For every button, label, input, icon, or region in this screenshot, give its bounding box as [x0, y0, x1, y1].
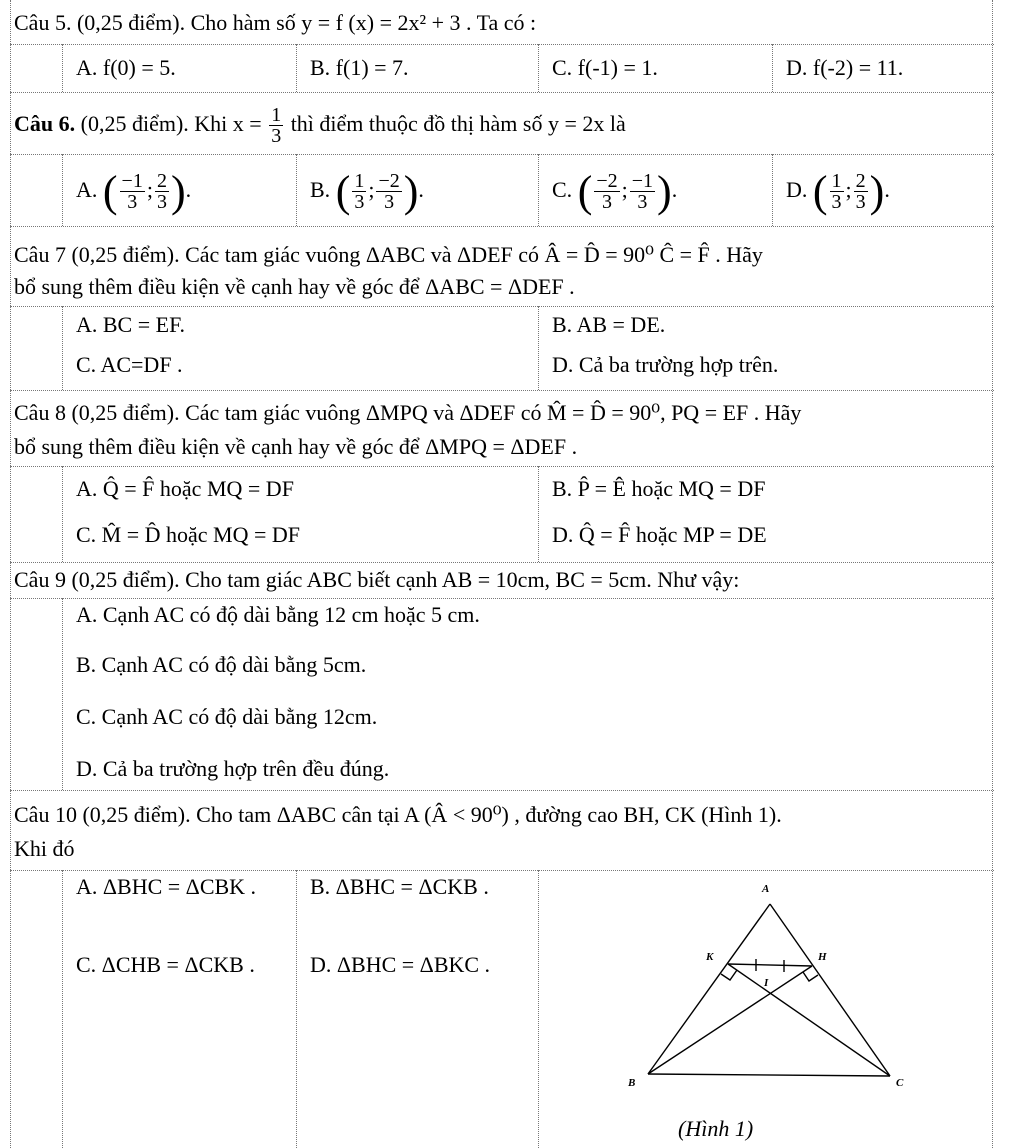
label-a: A [762, 883, 770, 895]
q10-stem-line2: Khi đó [14, 836, 75, 861]
q6-c-n1: −2 [596, 170, 618, 193]
q9-option-a[interactable]: A. Cạnh AC có độ dài bằng 12 cm hoặc 5 cm. [76, 602, 480, 627]
q6-b-n2: −2 [378, 170, 400, 193]
q7-option-b[interactable]: B. AB = DE. [552, 312, 666, 337]
label-b: B [628, 1077, 636, 1089]
q10-option-a[interactable]: A. ΔBHC = ΔCBK . [76, 874, 257, 899]
q6-frac-num: 1 [271, 104, 282, 127]
q5-option-b[interactable]: B. f(1) = 7. [310, 55, 409, 80]
q6-c-d2: 3 [637, 191, 648, 214]
q6-option-d[interactable]: D. ( $\frac{1}{3}$ ; $\frac{2}{3}$ ). [786, 166, 890, 216]
q7-stem-line1: Câu 7 (0,25 điểm). Các tam giác vuông ΔABC và ΔDEF có Â = D̂ = 90⁰ Ĉ = F̂ . Hãy [14, 242, 763, 267]
side-bc [648, 1074, 890, 1076]
triangle-figure [610, 874, 930, 1144]
q6-d-d2: 3 [855, 191, 866, 214]
q8-option-b[interactable]: B. P̂ = Ê hoặc MQ = DF [552, 476, 766, 501]
q6-option-b[interactable]: B. ( $\frac{1}{3}$ ; $\frac{-2}{3}$ ). [310, 166, 424, 216]
label-i: I [764, 977, 769, 989]
q10-option-d[interactable]: D. ΔBHC = ΔBKC . [310, 952, 491, 977]
q6-text1: (0,25 điểm). Khi x = [80, 111, 262, 136]
q6-b-d2: 3 [384, 191, 395, 214]
q6-a-n2: 2 [156, 170, 167, 193]
q8-stem-line1: Câu 8 (0,25 điểm). Các tam giác vuông ΔMPQ và ΔDEF có M̂ = D̂ = 90⁰, PQ = EF . Hãy [14, 400, 802, 425]
q6-c-n2: −1 [631, 170, 654, 193]
q7-stem-line2: bổ sung thêm điều kiện về cạnh hay về góc để ΔABC = ΔDEF . [14, 274, 575, 299]
q6-option-c[interactable]: C. ( $\frac{-2}{3}$ ; $\frac{-1}{3}$ ). [552, 166, 678, 216]
q6-c-d1: 3 [601, 191, 612, 214]
q7-option-a[interactable]: A. BC = EF. [76, 312, 186, 337]
q5-option-d[interactable]: D. f(-2) = 11. [786, 55, 904, 80]
q6-fraction [269, 105, 283, 146]
q6-a-d2: 3 [156, 191, 167, 214]
q6-c-letter: C. [552, 177, 573, 202]
q6-d-d1: 3 [831, 191, 842, 214]
q5-stem: Câu 5. (0,25 điểm). Cho hàm số y = f (x) = 2x² + 3 . Ta có : [14, 10, 537, 35]
label-h: H [818, 951, 827, 963]
q6-a-d1: 3 [127, 191, 138, 214]
q6-a-n1: −1 [121, 170, 143, 193]
q6-option-a[interactable]: A. ( $\frac{-1}{3}$ ; $\frac{2}{3}$ ). [76, 166, 192, 216]
q9-stem: Câu 9 (0,25 điểm). Cho tam giác ABC biết cạnh AB = 10cm, BC = 5cm. Như vậy: [14, 567, 740, 592]
q6-a-letter: A. [76, 177, 98, 202]
altitude-bh [648, 966, 812, 1074]
q9-option-b[interactable]: B. Cạnh AC có độ dài bằng 5cm. [76, 652, 367, 677]
q10-option-b[interactable]: B. ΔBHC = ΔCKB . [310, 874, 489, 899]
right-angle-k [721, 970, 737, 980]
figure-caption: (Hình 1) [678, 1116, 754, 1141]
q6-label: Câu 6. [14, 111, 76, 136]
q9-option-c[interactable]: C. Cạnh AC có độ dài bằng 12cm. [76, 704, 378, 729]
label-k: K [706, 951, 714, 963]
q6-d-n1: 1 [831, 170, 842, 193]
q7-option-d[interactable]: D. Cả ba trường hợp trên. [552, 352, 779, 377]
q6-frac-den: 3 [271, 125, 282, 148]
side-ab [648, 904, 770, 1074]
right-angle-h [803, 972, 818, 981]
side-ac [770, 904, 890, 1076]
q6-stem [14, 100, 626, 148]
q8-option-a[interactable]: A. Q̂ = F̂ hoặc MQ = DF [76, 476, 294, 501]
q5-option-a[interactable]: A. f(0) = 5. [76, 55, 176, 80]
q6-b-d1: 3 [354, 191, 365, 214]
segment-kh [728, 964, 812, 966]
q6-d-n2: 2 [855, 170, 866, 193]
q8-option-c[interactable]: C. M̂ = D̂ hoặc MQ = DF [76, 522, 301, 547]
q7-option-c[interactable]: C. AC=DF . [76, 352, 183, 377]
q5-option-c[interactable]: C. f(-1) = 1. [552, 55, 658, 80]
q10-option-c[interactable]: C. ΔCHB = ΔCKB . [76, 952, 255, 977]
q8-option-d[interactable]: D. Q̂ = F̂ hoặc MP = DE [552, 522, 767, 547]
q10-stem-line1: Câu 10 (0,25 điểm). Cho tam ΔABC cân tại A (Â < 90⁰) , đường cao BH, CK (Hình 1). [14, 802, 782, 827]
q6-d-letter: D. [786, 177, 808, 202]
q9-option-d[interactable]: D. Cả ba trường hợp trên đều đúng. [76, 756, 390, 781]
q8-stem-line2: bổ sung thêm điều kiện về cạnh hay về góc để ΔMPQ = ΔDEF . [14, 434, 578, 459]
q6-b-letter: B. [310, 177, 331, 202]
q6-text2: thì điểm thuộc đồ thị hàm số y = 2x là [290, 111, 626, 136]
q6-b-n1: 1 [354, 170, 365, 193]
label-c: C [896, 1077, 904, 1089]
